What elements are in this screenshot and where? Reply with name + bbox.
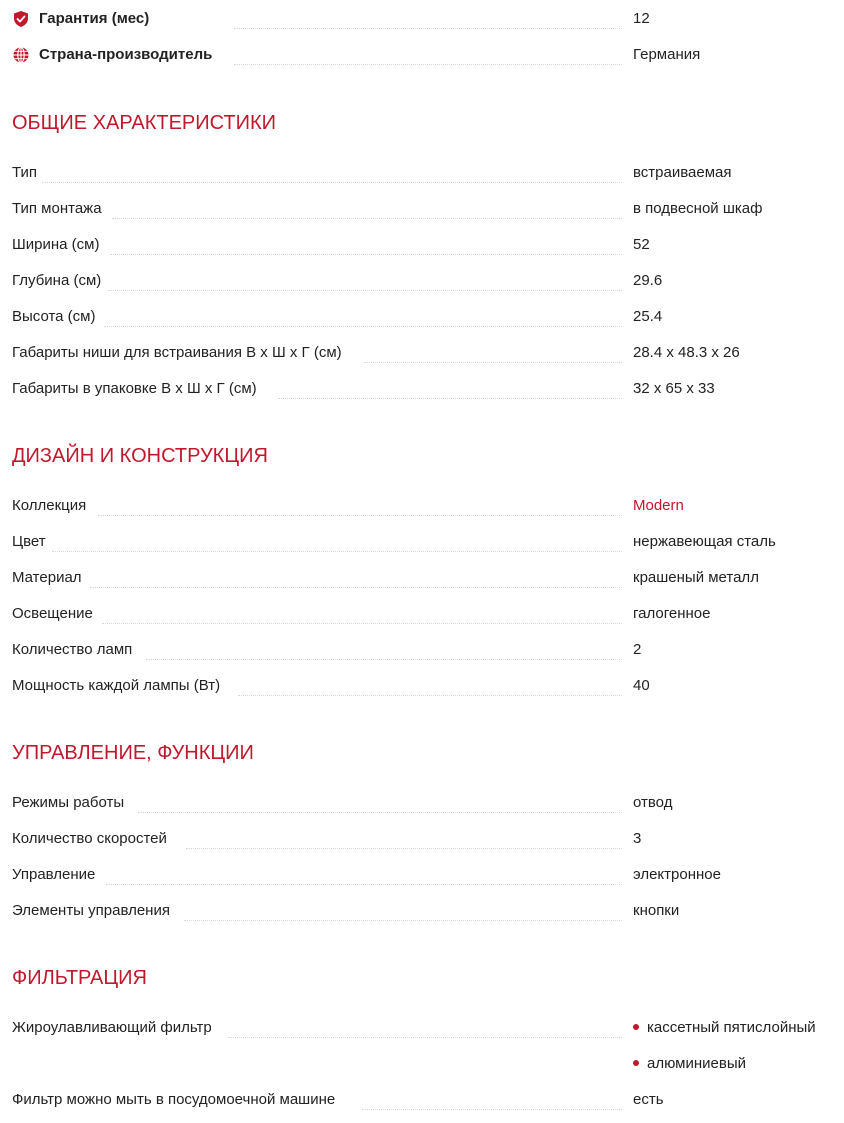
dotted-leader xyxy=(110,254,622,255)
spec-row xyxy=(12,893,832,929)
spec-row xyxy=(12,263,832,299)
spec-row-country xyxy=(12,37,832,73)
spec-row xyxy=(12,371,832,407)
spec-value: кнопки xyxy=(633,902,680,919)
dotted-leader xyxy=(146,659,622,660)
collection-link[interactable]: Modern xyxy=(633,497,684,514)
spec-label: Тип монтажа xyxy=(12,200,102,217)
spec-row xyxy=(12,821,832,857)
spec-value: 32 x 65 x 33 xyxy=(633,380,715,397)
spec-label: Освещение xyxy=(12,605,93,622)
spec-label: Жироулавливающий фильтр xyxy=(12,1019,212,1036)
spec-label: Мощность каждой лампы (Вт) xyxy=(12,677,221,694)
spec-value: 25.4 xyxy=(633,308,663,325)
dotted-leader xyxy=(138,812,622,813)
dotted-leader xyxy=(234,64,622,65)
spec-label: Тип xyxy=(12,164,38,181)
dotted-leader xyxy=(238,695,622,696)
dotted-leader xyxy=(228,1037,622,1038)
dotted-leader xyxy=(278,398,622,399)
spec-row xyxy=(12,155,832,191)
spec-row xyxy=(12,857,832,893)
bullet-dot xyxy=(633,1060,639,1066)
spec-label: Количество скоростей xyxy=(12,830,167,847)
dotted-leader xyxy=(102,623,622,624)
dotted-leader xyxy=(112,218,622,219)
spec-row xyxy=(12,488,832,524)
spec-value-text: кассетный пятислойный xyxy=(647,1019,816,1036)
spec-row xyxy=(12,785,832,821)
spec-label: Ширина (см) xyxy=(12,236,100,253)
spec-value: 28.4 x 48.3 x 26 xyxy=(633,344,740,361)
spec-label: Фильтр можно мыть в посудомоечной машине xyxy=(12,1091,336,1108)
spec-label: Цвет xyxy=(12,533,46,550)
spec-row xyxy=(12,596,832,632)
shield-check-icon xyxy=(12,10,30,28)
dotted-leader xyxy=(362,1109,622,1110)
dotted-leader xyxy=(364,362,622,363)
spec-value: встраиваемая xyxy=(633,164,732,181)
spec-label: Гарантия (мес) xyxy=(39,10,150,27)
spec-value: галогенное xyxy=(633,605,711,622)
spec-value: 12 xyxy=(633,10,650,27)
spec-value: 3 xyxy=(633,830,642,847)
section-title-design: ДИЗАЙН И КОНСТРУКЦИЯ xyxy=(12,445,268,467)
dotted-leader xyxy=(234,28,622,29)
spec-value: нержавеющая сталь xyxy=(633,533,776,550)
spec-label: Коллекция xyxy=(12,497,87,514)
spec-label: Количество ламп xyxy=(12,641,133,658)
dotted-leader xyxy=(98,515,622,516)
dotted-leader xyxy=(108,290,622,291)
spec-label: Глубина (см) xyxy=(12,272,102,289)
spec-row xyxy=(12,632,832,668)
spec-label: Режимы работы xyxy=(12,794,125,811)
spec-row xyxy=(12,524,832,560)
spec-row xyxy=(12,1010,832,1046)
globe-icon xyxy=(12,46,30,64)
spec-label: Габариты в упаковке В x Ш x Г (см) xyxy=(12,380,257,397)
spec-row xyxy=(12,335,832,371)
spec-value-text: алюминиевый xyxy=(647,1055,747,1072)
spec-label: Габариты ниши для встраивания В x Ш x Г (см) xyxy=(12,344,342,361)
spec-label: Материал xyxy=(12,569,82,586)
spec-row xyxy=(12,1082,832,1118)
spec-row xyxy=(12,227,832,263)
section-title-controls: УПРАВЛЕНИЕ, ФУНКЦИИ xyxy=(12,742,254,764)
spec-value: 40 xyxy=(633,677,650,694)
spec-label: Высота (см) xyxy=(12,308,96,325)
spec-row xyxy=(12,560,832,596)
spec-row-warranty xyxy=(12,1,832,37)
dotted-leader xyxy=(186,848,622,849)
spec-value: электронное xyxy=(633,866,721,883)
spec-value xyxy=(633,1010,816,1046)
spec-row xyxy=(12,1046,832,1082)
bullet-dot xyxy=(633,1024,639,1030)
dotted-leader xyxy=(42,182,622,183)
spec-row xyxy=(12,191,832,227)
section-title-filtration: ФИЛЬТРАЦИЯ xyxy=(12,967,147,989)
spec-value: 29.6 xyxy=(633,272,663,289)
spec-label: Элементы управления xyxy=(12,902,170,919)
spec-value: в подвесной шкаф xyxy=(633,200,763,217)
spec-row xyxy=(12,299,832,335)
spec-value: крашеный металл xyxy=(633,569,759,586)
spec-value: Германия xyxy=(633,46,701,63)
spec-label: Страна-производитель xyxy=(39,46,213,63)
spec-value: есть xyxy=(633,1091,664,1108)
spec-value: отвод xyxy=(633,794,673,811)
spec-label: Управление xyxy=(12,866,96,883)
spec-value: 52 xyxy=(633,236,650,253)
spec-value xyxy=(633,1046,746,1082)
spec-value: 2 xyxy=(633,641,642,658)
dotted-leader xyxy=(184,920,622,921)
dotted-leader xyxy=(52,551,622,552)
section-title-general: ОБЩИЕ ХАРАКТЕРИСТИКИ xyxy=(12,112,277,134)
dotted-leader xyxy=(104,326,622,327)
dotted-leader xyxy=(106,884,622,885)
dotted-leader xyxy=(90,587,622,588)
spec-row xyxy=(12,668,832,704)
